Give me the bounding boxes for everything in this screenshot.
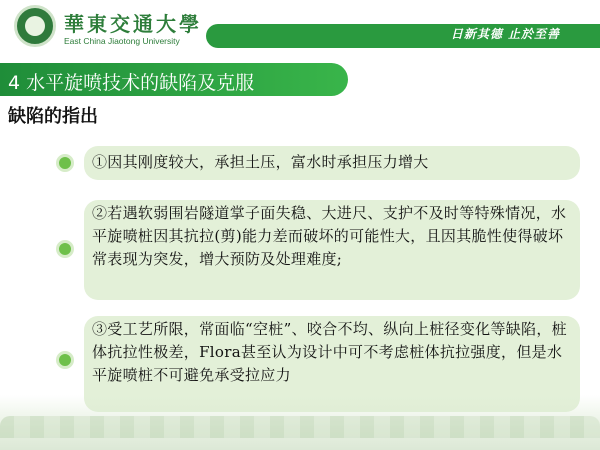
bullet-dot-icon — [56, 154, 74, 172]
university-name-en: East China Jiaotong University — [64, 36, 180, 46]
bullet-item-3: ③受工艺所限，常面临“空桩”、咬合不均、纵向上桩径变化等缺陷，桩体抗拉性极差，Flora甚至认为设计中可不考虑桩体抗拉强度，但是水平旋喷桩不可避免承受拉应力 — [84, 316, 580, 412]
slide-title: 4 水平旋喷技术的缺陷及克服 — [8, 72, 255, 94]
section-subtitle: 缺陷的指出 — [8, 106, 98, 127]
bullet-dot-icon — [56, 240, 74, 258]
university-motto: 日新其德 止於至善 — [450, 27, 560, 41]
university-name-cn: 華東交通大學 — [64, 12, 202, 36]
campus-trees-decoration — [0, 416, 600, 438]
bullet-item-1: ①因其刚度较大，承担土压，富水时承担压力增大 — [84, 146, 580, 180]
bullet-item-2: ②若遇软弱围岩隧道掌子面失稳、大进尺、支护不及时等特殊情况，水平旋喷桩因其抗拉(剪)能力差而破坏的可能性大，且因其脆性使得破坏常表现为突发，增大预防及处理难度; — [84, 200, 580, 300]
university-logo-emblem — [14, 5, 56, 47]
bullet-dot-icon — [56, 351, 74, 369]
slide-title-bar — [0, 63, 348, 96]
